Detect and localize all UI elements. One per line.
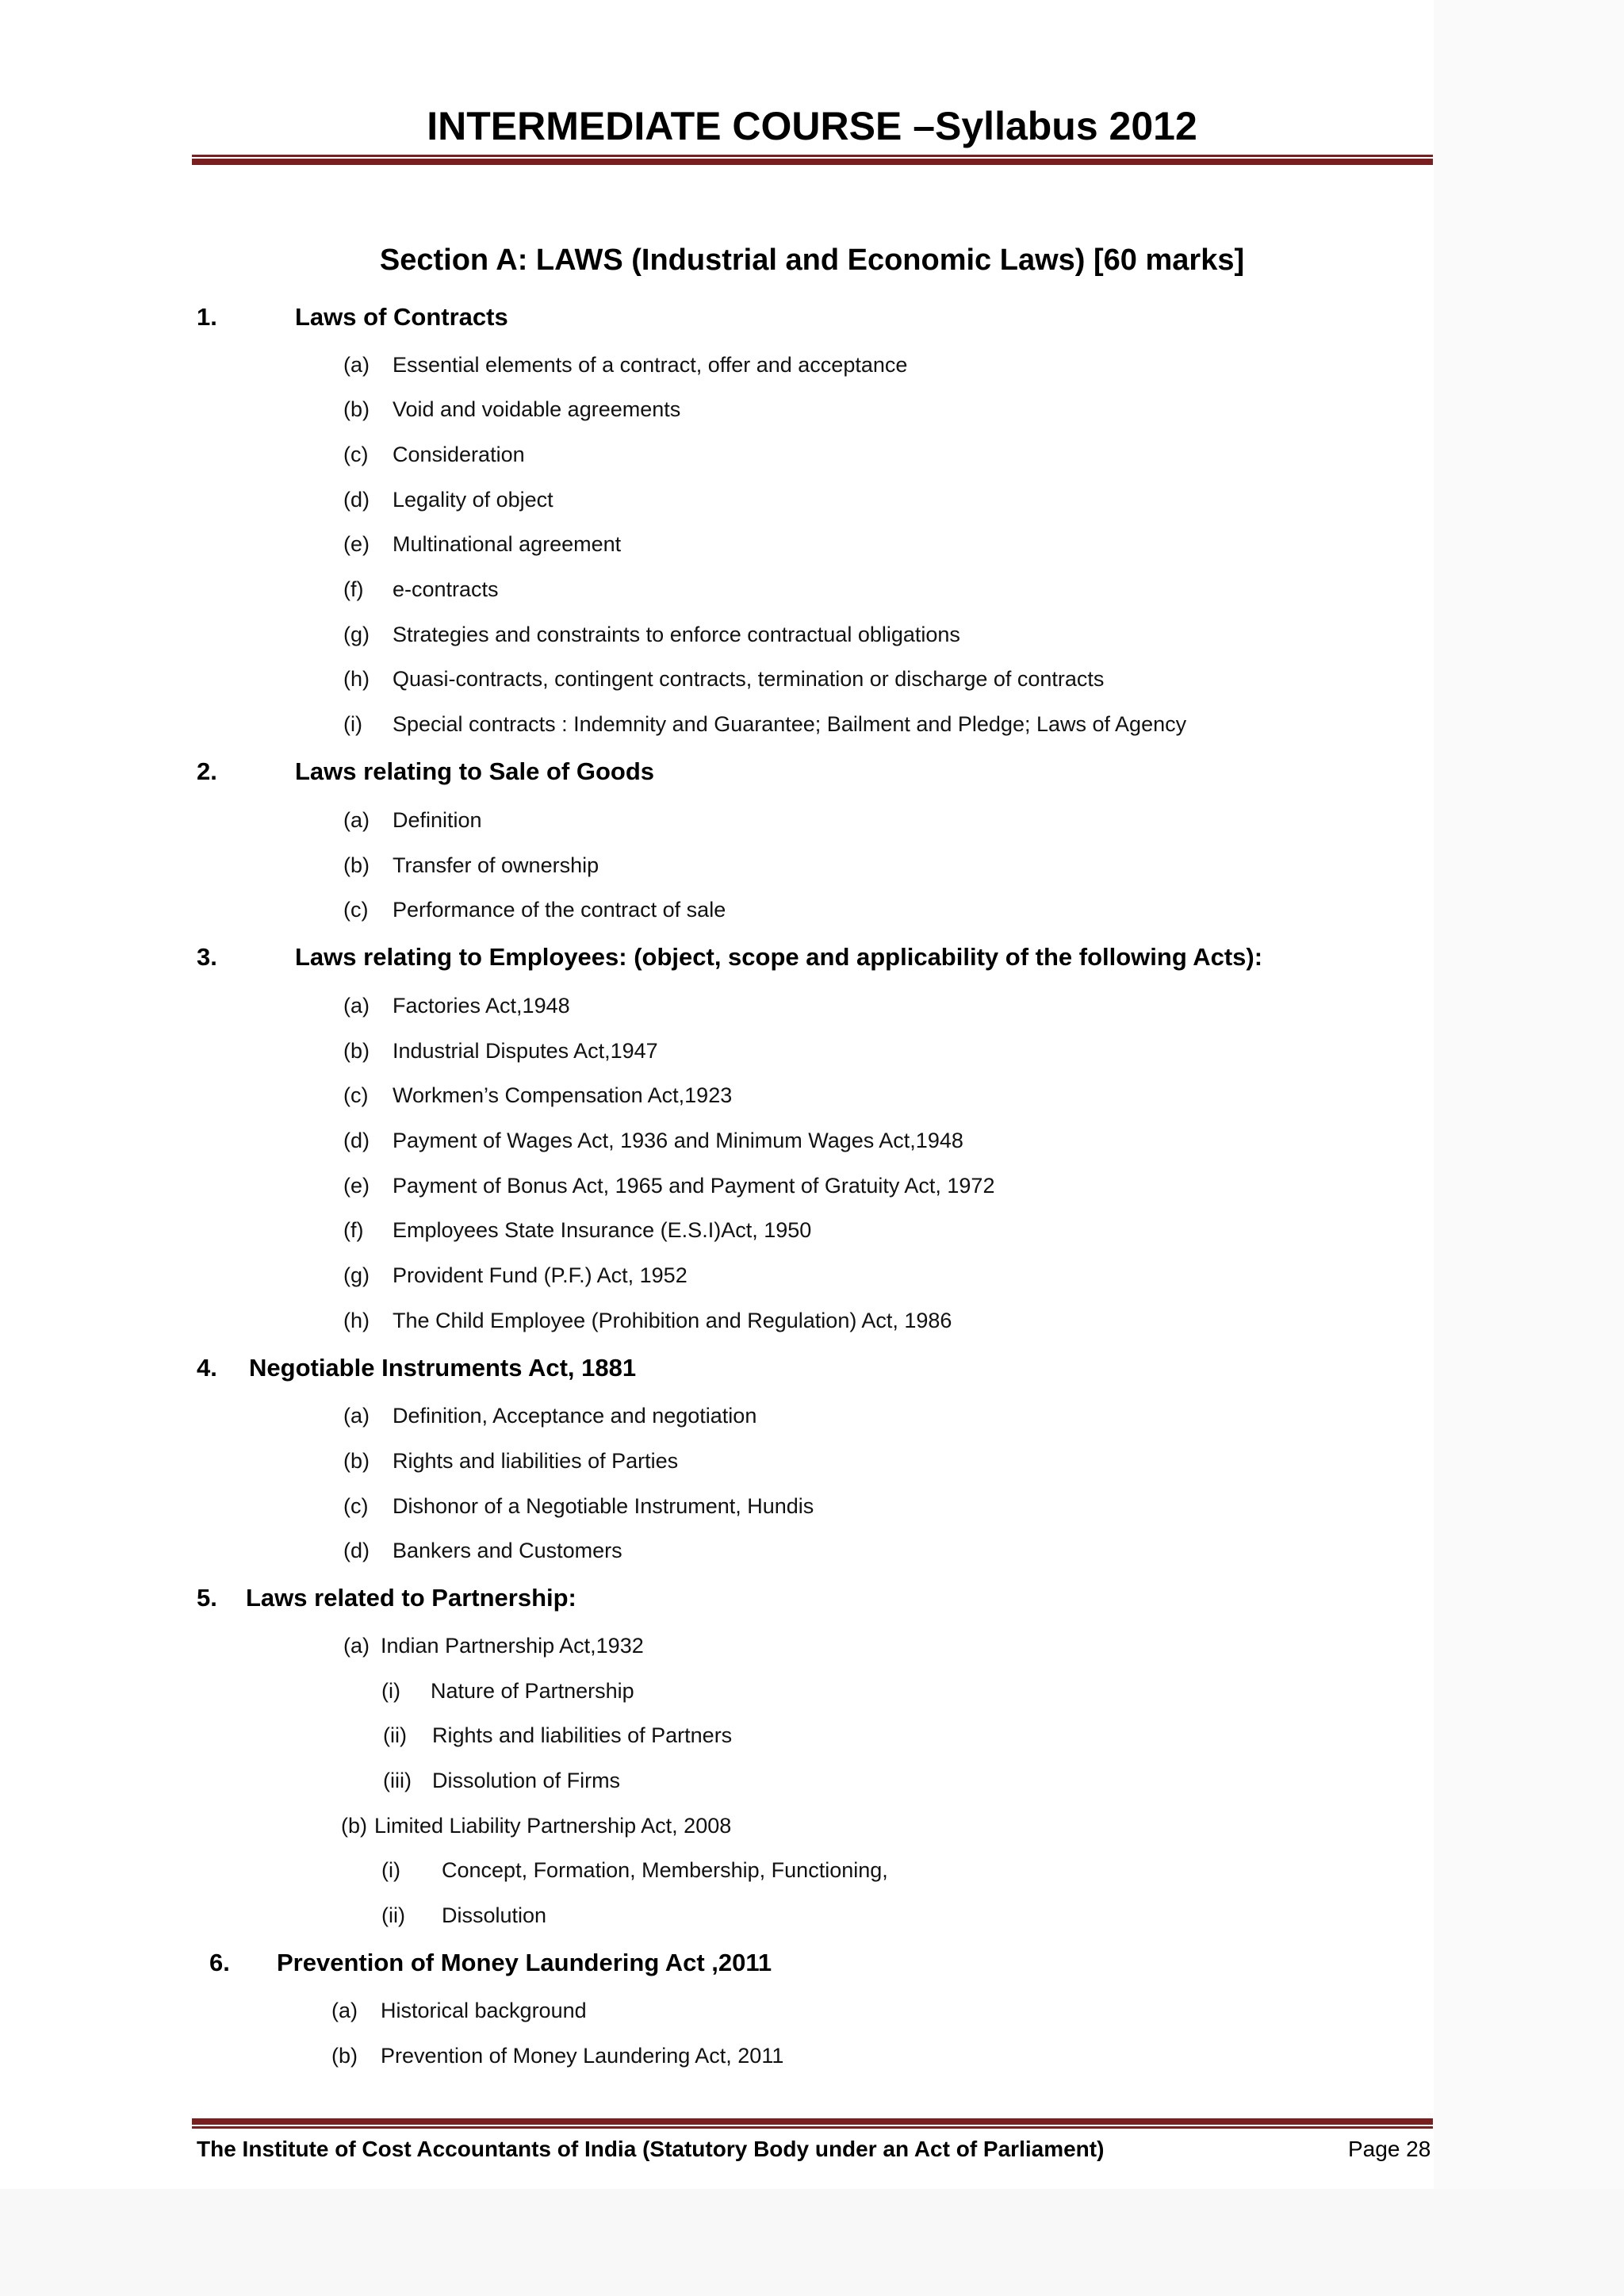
item-label: (c) — [343, 1494, 369, 1518]
item-label: (c) — [343, 1083, 369, 1107]
item-label: (h) — [343, 1309, 370, 1332]
page-bottom-tint — [0, 2189, 1624, 2296]
topic-title: Laws relating to Sale of Goods — [295, 757, 655, 785]
item-text: Performance of the contract of sale — [393, 898, 726, 922]
item-text: Legality of object — [393, 488, 553, 512]
item-label: (iii) — [383, 1769, 412, 1792]
topic-number: 3. — [197, 943, 217, 971]
item-label: (a) — [343, 1404, 370, 1428]
item-label: (g) — [343, 1263, 370, 1287]
item-label: (i) — [381, 1858, 400, 1882]
item-text: Consideration — [393, 443, 525, 466]
item-text: Transfer of ownership — [393, 853, 599, 877]
item-text: Strategies and constraints to enforce contractual obligations — [393, 623, 960, 646]
item-label: (b) — [343, 853, 370, 877]
item-label: (a) — [343, 808, 370, 832]
item-label: (a) — [331, 1999, 358, 2022]
item-label: (g) — [343, 623, 370, 646]
item-text: Concept, Formation, Membership, Functioning, — [442, 1858, 888, 1882]
item-label: (i) — [381, 1679, 400, 1703]
topic-number: 2. — [197, 757, 217, 785]
item-text: Dissolution of Firms — [432, 1769, 621, 1792]
item-text: Limited Liability Partnership Act, 2008 — [374, 1814, 732, 1838]
item-text: Definition — [393, 808, 482, 832]
item-label: (f) — [343, 577, 364, 601]
page-header-title: INTERMEDIATE COURSE –Syllabus 2012 — [427, 104, 1197, 148]
item-label: (b) — [343, 1449, 370, 1473]
page-margin-tint — [1434, 0, 1624, 2296]
item-label: (h) — [343, 667, 370, 691]
item-text: Payment of Bonus Act, 1965 and Payment of Gratuity Act, 1972 — [393, 1174, 995, 1198]
item-text: Dishonor of a Negotiable Instrument, Hundis — [393, 1494, 814, 1518]
item-text: Workmen’s Compensation Act,1923 — [393, 1083, 733, 1107]
item-label: (e) — [343, 532, 370, 556]
item-label: (b) — [331, 2044, 358, 2068]
footer-page-number: Page 28 — [1348, 2137, 1431, 2161]
item-label: (i) — [343, 712, 362, 736]
item-label: (b) — [341, 1814, 367, 1838]
item-text: Rights and liabilities of Parties — [393, 1449, 679, 1473]
item-text: Indian Partnership Act,1932 — [381, 1634, 644, 1658]
item-label: (a) — [343, 353, 370, 377]
footer-institute: The Institute of Cost Accountants of India (Statutory Body under an Act of Parliament) — [197, 2137, 1105, 2161]
topic-title: Negotiable Instruments Act, 1881 — [249, 1354, 637, 1382]
topic-title: Laws relating to Employees: (object, scope and applicability of the following Acts): — [295, 943, 1263, 971]
item-label: (a) — [343, 1634, 370, 1658]
item-text: Rights and liabilities of Partners — [432, 1723, 733, 1747]
topic-number: 6. — [209, 1949, 230, 1976]
item-text: Prevention of Money Laundering Act, 2011 — [381, 2044, 784, 2068]
item-text: Nature of Partnership — [431, 1679, 634, 1703]
item-text: Historical background — [381, 1999, 587, 2022]
item-label: (d) — [343, 488, 370, 512]
item-label: (e) — [343, 1174, 370, 1198]
section-title: Section A: LAWS (Industrial and Economic Laws) [60 marks] — [379, 243, 1245, 277]
item-label: (c) — [343, 443, 369, 466]
topic-title: Prevention of Money Laundering Act ,2011 — [277, 1949, 772, 1976]
item-label: (a) — [343, 994, 370, 1018]
topic-number: 4. — [197, 1354, 217, 1382]
item-text: Factories Act,1948 — [393, 994, 570, 1018]
item-text: Bankers and Customers — [393, 1539, 622, 1562]
item-label: (c) — [343, 898, 369, 922]
item-text: Essential elements of a contract, offer and acceptance — [393, 353, 908, 377]
topic-title: Laws of Contracts — [295, 303, 508, 331]
item-label: (ii) — [381, 1903, 405, 1927]
item-text: e-contracts — [393, 577, 499, 601]
item-text: Employees State Insurance (E.S.I)Act, 1950 — [393, 1218, 812, 1242]
item-label: (d) — [343, 1539, 370, 1562]
topic-number: 1. — [197, 303, 217, 331]
item-text: Payment of Wages Act, 1936 and Minimum Wages Act,1948 — [393, 1129, 963, 1152]
item-label: (d) — [343, 1129, 370, 1152]
item-text: Quasi-contracts, contingent contracts, termination or discharge of contracts — [393, 667, 1105, 691]
footer-rule-thick — [192, 2118, 1433, 2125]
item-text: Industrial Disputes Act,1947 — [393, 1039, 658, 1063]
item-label: (b) — [343, 1039, 370, 1063]
item-label: (f) — [343, 1218, 364, 1242]
header-rule-thin — [192, 155, 1433, 157]
topic-number: 5. — [197, 1584, 217, 1612]
footer-rule-thin — [192, 2126, 1433, 2129]
item-label: (b) — [343, 397, 370, 421]
header-rule-thick — [192, 159, 1433, 165]
item-text: Void and voidable agreements — [393, 397, 681, 421]
item-text: The Child Employee (Prohibition and Regulation) Act, 1986 — [393, 1309, 952, 1332]
item-text: Provident Fund (P.F.) Act, 1952 — [393, 1263, 688, 1287]
item-text: Special contracts : Indemnity and Guarantee; Bailment and Pledge; Laws of Agency — [393, 712, 1187, 736]
item-text: Definition, Acceptance and negotiation — [393, 1404, 757, 1428]
item-text: Dissolution — [442, 1903, 547, 1927]
topic-title: Laws related to Partnership: — [246, 1584, 576, 1612]
item-label: (ii) — [383, 1723, 407, 1747]
item-text: Multinational agreement — [393, 532, 622, 556]
